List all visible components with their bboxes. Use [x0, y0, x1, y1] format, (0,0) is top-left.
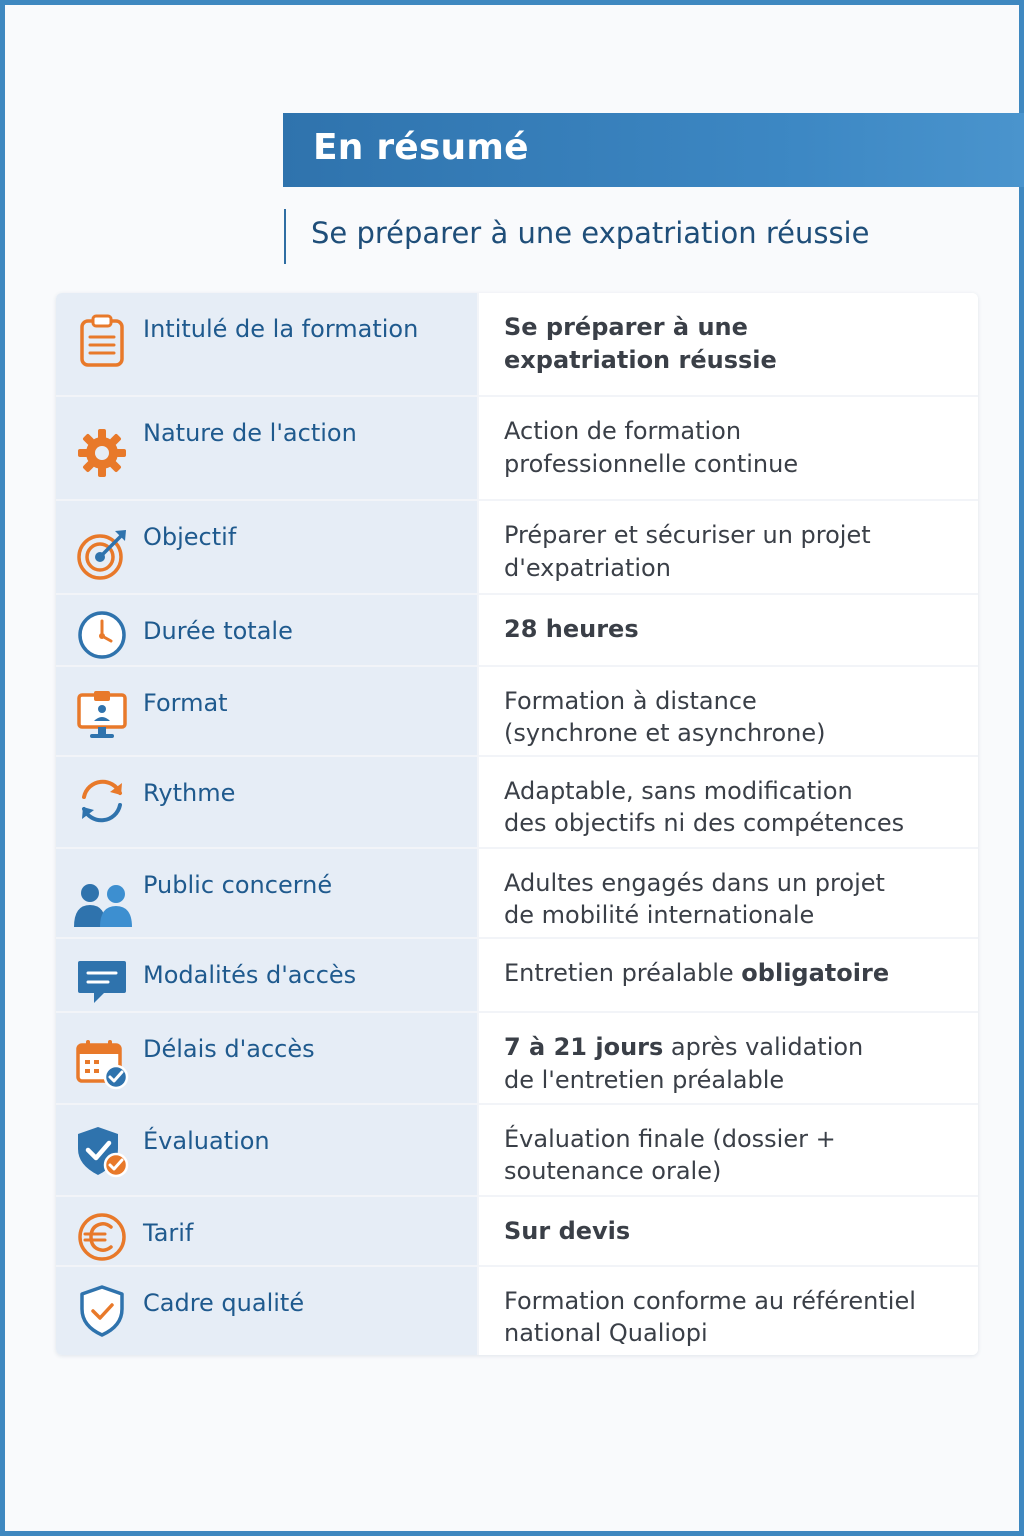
- table-row-public: [56, 849, 978, 939]
- label-cell: [56, 501, 477, 593]
- value-text: Entretien préalable: [504, 959, 742, 987]
- gear-icon: [74, 425, 130, 481]
- table-row-qualite: [56, 1267, 978, 1355]
- label-cell: [56, 595, 477, 665]
- row-value: Sur devis: [504, 1217, 631, 1245]
- value-cell: [477, 1267, 978, 1355]
- row-value: [504, 775, 958, 839]
- value-cell: [477, 1197, 978, 1265]
- row-label: Format: [143, 689, 228, 717]
- value-line-1: Se préparer à une: [504, 313, 748, 341]
- summary-table: [56, 293, 978, 1355]
- table-row-tarif: [56, 1197, 978, 1267]
- calendar-check-icon: [74, 1035, 130, 1091]
- value-line-2: professionnelle continue: [504, 450, 799, 478]
- value-cell: [477, 397, 978, 499]
- value-cell: [477, 667, 978, 755]
- row-label: Cadre qualité: [143, 1289, 305, 1317]
- value-line-2: national Qualiopi: [504, 1319, 708, 1347]
- value-line-2: expatriation réussie: [504, 346, 777, 374]
- table-row-rythme: [56, 757, 978, 849]
- table-row-nature: [56, 397, 978, 501]
- value-line-2: des objectifs ni des compétences: [504, 809, 905, 837]
- value-line-1: Adaptable, sans modification: [504, 777, 853, 805]
- table-row-objectif: [56, 501, 978, 595]
- row-value: [504, 519, 958, 585]
- row-value: [504, 1031, 958, 1097]
- value-text: après validation: [663, 1033, 864, 1061]
- row-value: [504, 311, 958, 377]
- label-cell: [56, 1105, 477, 1195]
- clock-icon: [74, 607, 130, 663]
- row-label: Public concerné: [143, 871, 333, 899]
- table-row-duree: [56, 595, 978, 667]
- quality-shield-icon: [74, 1283, 130, 1339]
- value-emphasis: 7 à 21 jours: [504, 1033, 664, 1061]
- subtitle-accent-bar: [284, 209, 286, 264]
- row-value: [504, 867, 958, 931]
- table-row-format: [56, 667, 978, 757]
- value-cell: [477, 939, 978, 1011]
- label-cell: [56, 849, 477, 937]
- value-cell: [477, 757, 978, 847]
- shield-check-icon: [74, 1123, 130, 1179]
- label-cell: [56, 1267, 477, 1355]
- row-value: [504, 1285, 958, 1349]
- label-cell: [56, 397, 477, 499]
- value-line-1: Formation conforme au référentiel: [504, 1287, 916, 1315]
- value-emphasis: obligatoire: [741, 959, 890, 987]
- clipboard-icon: [74, 313, 130, 369]
- value-cell: [477, 1013, 978, 1103]
- row-label: Objectif: [143, 523, 237, 551]
- label-cell: [56, 1197, 477, 1265]
- row-value: [504, 1123, 958, 1187]
- value-line-2: (synchrone et asynchrone): [504, 719, 826, 747]
- label-cell: [56, 757, 477, 847]
- target-icon: [74, 525, 130, 581]
- label-cell: [56, 939, 477, 1011]
- label-cell: [56, 293, 477, 395]
- table-row-delais: [56, 1013, 978, 1105]
- row-label: Rythme: [143, 779, 236, 807]
- row-value: [504, 685, 958, 749]
- table-row-modalites: [56, 939, 978, 1013]
- value-cell: [477, 595, 978, 665]
- row-label: Intitulé de la formation: [143, 315, 419, 343]
- value-line-1: Adultes engagés dans un projet: [504, 869, 885, 897]
- people-icon: [72, 877, 136, 933]
- value-cell: [477, 501, 978, 593]
- euro-icon: [74, 1209, 130, 1265]
- value-line-2: de mobilité internationale: [504, 901, 815, 929]
- row-value: [504, 415, 958, 481]
- row-value: [504, 957, 958, 990]
- row-value: 28 heures: [504, 615, 639, 643]
- chat-icon: [74, 953, 130, 1009]
- row-label: Tarif: [143, 1219, 194, 1247]
- title-banner: [283, 113, 1024, 187]
- page-subtitle: Se préparer à une expatriation réussie: [311, 216, 870, 250]
- value-line-2: soutenance orale): [504, 1157, 722, 1185]
- value-line-1: Évaluation finale (dossier +: [504, 1125, 836, 1153]
- value-cell: [477, 849, 978, 937]
- value-line-1: Action de formation: [504, 417, 742, 445]
- cycle-icon: [74, 773, 130, 829]
- row-label: Évaluation: [143, 1127, 270, 1155]
- value-line-1: Préparer et sécuriser un projet: [504, 521, 871, 549]
- value-cell: [477, 1105, 978, 1195]
- label-cell: [56, 1013, 477, 1103]
- table-row-intitule: [56, 293, 978, 397]
- value-line-2: de l'entretien préalable: [504, 1066, 785, 1094]
- value-line-1: [504, 1031, 958, 1064]
- monitor-icon: [74, 687, 130, 743]
- row-label: Délais d'accès: [143, 1035, 315, 1063]
- row-label: Nature de l'action: [143, 419, 357, 447]
- row-label: Modalités d'accès: [143, 961, 357, 989]
- label-cell: [56, 667, 477, 755]
- value-line-2: d'expatriation: [504, 554, 671, 582]
- table-row-evaluation: [56, 1105, 978, 1197]
- value-cell: [477, 293, 978, 395]
- page-title: En résumé: [313, 127, 529, 168]
- value-line-1: Formation à distance: [504, 687, 757, 715]
- row-label: Durée totale: [143, 617, 293, 645]
